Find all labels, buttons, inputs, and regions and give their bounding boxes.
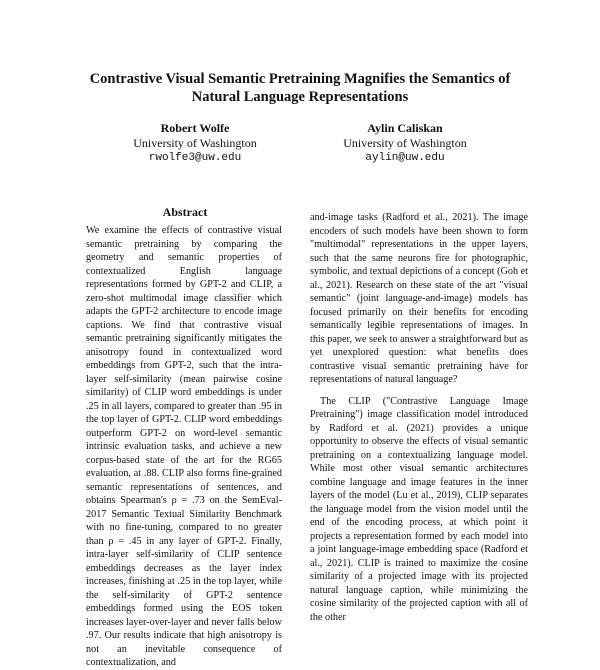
introduction-column [310, 211, 528, 623]
paper-title-line-2: Natural Language Representations [191, 89, 409, 105]
intro-paragraph-1: and-image tasks (Radford et al., 2021). The image encoders of such models have been shown to form "multimodal" representations in the upper layers, such that the same neurons fire for photographic, symbolic, and textual depictions of a concept (Goh et al., 2021). Research on these state of the art "visual semantic" (joint language-and-image) models has focused primarily on their benefits for encoding semantically legible representations of images. In this paper, we seek to answer a straightforward but as yet unexplored question: what benefits does contrastive visual semantic pretraining have for representations of natural language? [310, 212, 528, 385]
author-email: aylin@uw.edu [365, 152, 445, 164]
intro-paragraph-2: The CLIP ("Contrastive Language Image Pretraining") image classification model introduced by Radford et al. (2021) provides a unique opportunity to observe the effects of visual semantic pretraining on a contextualizing language model. While most other visual semantic architectures combine language and image features in the inner layers of the model (Lu et al., 2019), CLIP separates the language model from the vision model until the end of the encoding process, at which point it projects a representation formed by each model into a joint language-image embedding space (Radford et al., 2021). CLIP is trained to maximize the cosine similarity of a projected image with its projected natural language caption, while minimizing the cosine similarity of the projected caption with all of the other [310, 395, 528, 623]
paper-title [60, 70, 540, 106]
author-affiliation: University of Washington [133, 136, 257, 150]
author-name: Robert Wolfe [160, 121, 230, 135]
abstract-heading: Abstract [162, 205, 208, 219]
author-name: Aylin Caliskan [367, 121, 443, 135]
abstract-text: We examine the effects of contrastive visual semantic pretraining by comparing the geometry and semantic properties of contextualized English language representations formed by GPT-2 and CLIP, a zero-shot multimodal image classifier which adapts the GPT-2 architecture to encode image captions. We find that contrastive visual semantic pretraining significantly mitigates the anisotropy found in contextualized word embeddings from GPT-2, such that the intra-layer self-similarity (mean pairwise cosine similarity) of CLIP word embeddings is under .25 in all layers, compared to greater than .95 in the top layer of GPT-2. CLIP word embeddings outperform GPT-2 on word-level semantic intrinsic evaluation tasks, and achieve a new corpus-based state of the art for the RG65 evaluation, at .88. CLIP also forms fine-grained semantic representations of sentences, and obtains Spearman's ρ = .73 on the SemEval-2017 Semantic Textual Similarity Benchmark with no fine-tuning, compared to no greater than ρ = .45 in any layer of GPT-2. Finally, intra-layer self-similarity of CLIP sentence embeddings decreases as the layer index increases, finishing at .25 in the top layer, while the self-similarity of GPT-2 sentence embeddings formed using the EOS token increases layer-over-layer and never falls below .97. Our results indicate that high anisotropy is not an inevitable consequence of contextualization, and [86, 225, 282, 668]
author-affiliation: University of Washington [343, 136, 467, 150]
author-block-caliskan [320, 121, 490, 166]
paper-title-line-1: Contrastive Visual Semantic Pretraining Magnifies the Semantics of [89, 71, 511, 87]
author-email: rwolfe3@uw.edu [148, 152, 242, 164]
author-block-wolfe [110, 121, 280, 166]
abstract-body [86, 224, 282, 668]
